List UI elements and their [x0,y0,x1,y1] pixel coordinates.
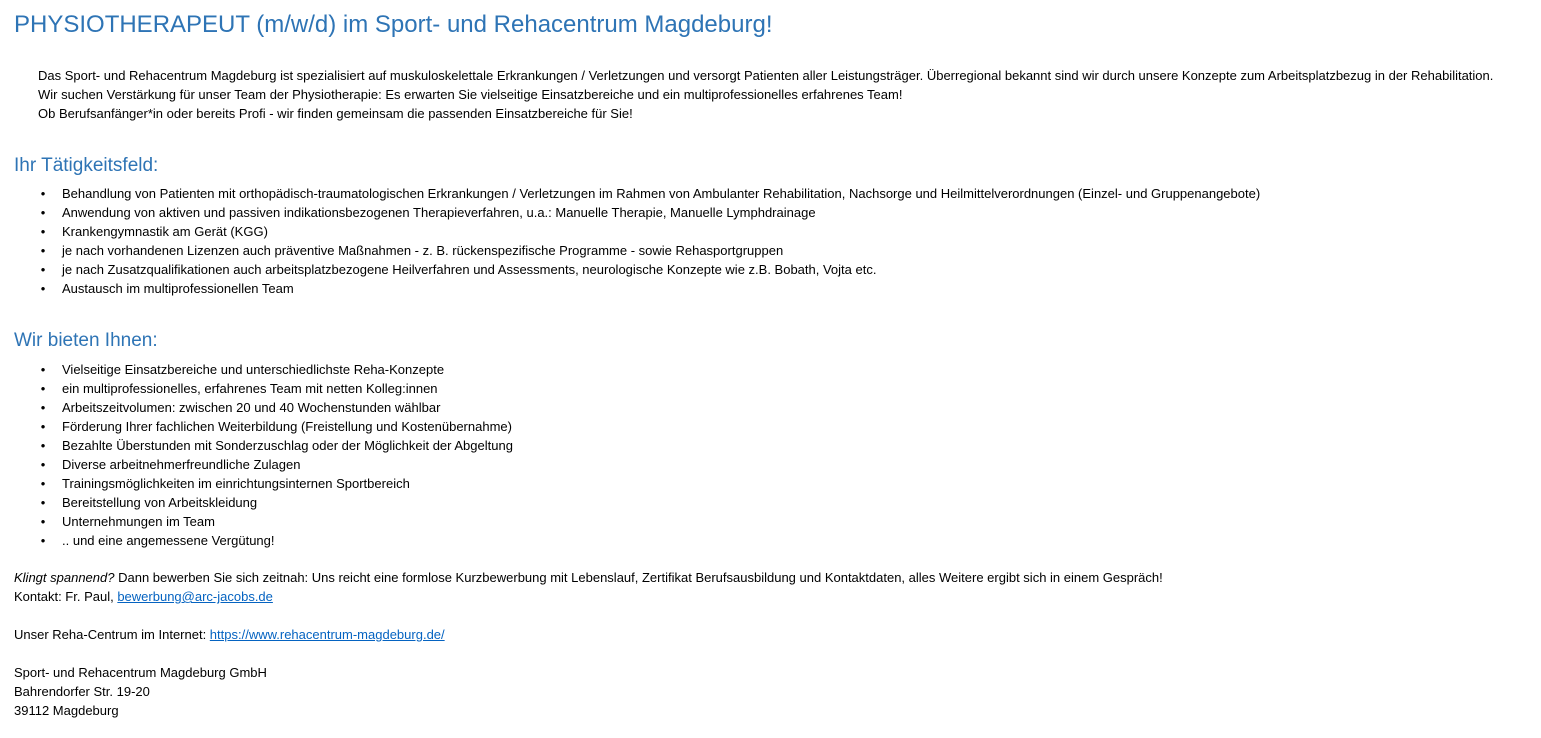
list-item [14,184,1260,203]
website-label: Unser Reha-Centrum im Internet: [14,627,210,642]
list-item-text: .. und eine angemessene Vergütung! [62,533,275,548]
list-item [14,260,1260,279]
list-item-text: Förderung Ihrer fachlichen Weiterbildung (Freistellung und Kostenübernahme) [62,419,512,434]
list-item-text: Bezahlte Überstunden mit Sonderzuschlag oder der Möglichkeit der Abgeltung [62,438,513,453]
address-city: 39112 Magdeburg [14,703,119,718]
bullet-icon: • [40,186,46,201]
intro-paragraph [38,66,1493,123]
bullet-icon: • [40,514,46,529]
list-item-text: Trainingsmöglichkeiten im einrichtungsinternen Sportbereich [62,476,410,491]
intro-line: Wir suchen Verstärkung für unser Team der Physiotherapie: Es erwarten Sie vielseitige Einsatzbereiche und ein multiprofessionelles erfahrenes Team! [38,87,903,102]
offers-heading: Wir bieten Ihnen: [14,330,158,351]
bullet-icon: • [40,438,46,453]
bullet-icon: • [40,243,46,258]
list-item [14,379,513,398]
bullet-icon: • [40,457,46,472]
call-to-action-lead: Klingt spannend? [14,570,115,585]
list-item [14,417,513,436]
contact-label: Kontakt: Fr. Paul, [14,589,118,604]
bullet-icon: • [40,400,46,415]
list-item-text: je nach vorhandenen Lizenzen auch präventive Maßnahmen - z. B. rückenspezifische Programme - sowie Rehasportgruppen [62,243,784,258]
contact-email-link[interactable]: bewerbung@arc-jacobs.de [117,589,273,604]
list-item [14,474,513,493]
contact-line [14,587,1163,606]
list-item [14,493,513,512]
intro-line: Ob Berufsanfänger*in oder bereits Profi - wir finden gemeinsam die passenden Einsatzbereiche für Sie! [38,106,633,121]
list-item [14,512,513,531]
bullet-icon: • [40,476,46,491]
address-street: Bahrendorfer Str. 19-20 [14,684,150,699]
list-item [14,531,513,550]
list-item-text: Vielseitige Einsatzbereiche und unterschiedlichste Reha-Konzepte [62,362,445,377]
bullet-icon: • [40,262,46,277]
spacer [14,644,1163,663]
bullet-icon: • [40,362,46,377]
bullet-icon: • [40,381,46,396]
website-link[interactable]: https://www.rehacentrum-magdeburg.de/ [209,627,445,642]
list-item [14,360,513,379]
list-item [14,279,1260,298]
closing-section [14,568,1163,720]
bullet-icon: • [40,205,46,220]
list-item [14,436,513,455]
tasks-list [14,184,1260,298]
list-item-text: ein multiprofessionelles, erfahrenes Team mit netten Kolleg:innen [62,381,438,396]
call-to-action [14,568,1163,587]
website-line [14,625,1163,644]
bullet-icon: • [40,533,46,548]
tasks-heading: Ihr Tätigkeitsfeld: [14,155,159,176]
list-item-text: Krankengymnastik am Gerät (KGG) [62,224,268,239]
list-item-text: Anwendung von aktiven und passiven indikationsbezogenen Therapieverfahren, u.a.: Manuelle Therapie, Manuelle Lymphdrainage [62,205,816,220]
list-item-text: Unternehmungen im Team [62,514,215,529]
bullet-icon: • [40,419,46,434]
list-item [14,398,513,417]
page-title: PHYSIOTHERAPEUT (m/w/d) im Sport- und Rehacentrum Magdeburg! [14,11,773,38]
bullet-icon: • [40,281,46,296]
list-item-text: Austausch im multiprofessionellen Team [62,281,294,296]
list-item [14,241,1260,260]
list-item-text: Behandlung von Patienten mit orthopädisch-traumatologischen Erkrankungen / Verletzungen im Rahmen von Ambulanter Rehabilitation, Nachsorge und Heilmittelverordnungen (Einzel- und Gruppenangebote) [62,186,1261,201]
list-item [14,222,1260,241]
bullet-icon: • [40,224,46,239]
address-company: Sport- und Rehacentrum Magdeburg GmbH [14,665,267,680]
list-item-text: Bereitstellung von Arbeitskleidung [62,495,258,510]
intro-line: Das Sport- und Rehacentrum Magdeburg ist spezialisiert auf muskuloskelettale Erkrankungen / Verletzungen und versorgt Patienten aller Leistungsträger. Überregional bekannt sind wir durch unsere Konzepte zum Arbeitsplatzbezug in der Rehabilitation. [38,68,1494,83]
list-item [14,203,1260,222]
list-item-text: Diverse arbeitnehmerfreundliche Zulagen [62,457,301,472]
call-to-action-text: Dann bewerben Sie sich zeitnah: Uns reicht eine formlose Kurzbewerbung mit Lebenslauf, Zertifikat Berufsausbildung und Kontaktdaten, alles Weitere ergibt sich in einem Gespräch! [114,570,1163,585]
list-item [14,455,513,474]
bullet-icon: • [40,495,46,510]
list-item-text: je nach Zusatzqualifikationen auch arbeitsplatzbezogene Heilverfahren und Assessments, neurologische Konzepte wie z.B. Bobath, Vojta etc. [62,262,877,277]
offers-list [14,360,513,550]
spacer [14,606,1163,625]
list-item-text: Arbeitszeitvolumen: zwischen 20 und 40 Wochenstunden wählbar [62,400,441,415]
